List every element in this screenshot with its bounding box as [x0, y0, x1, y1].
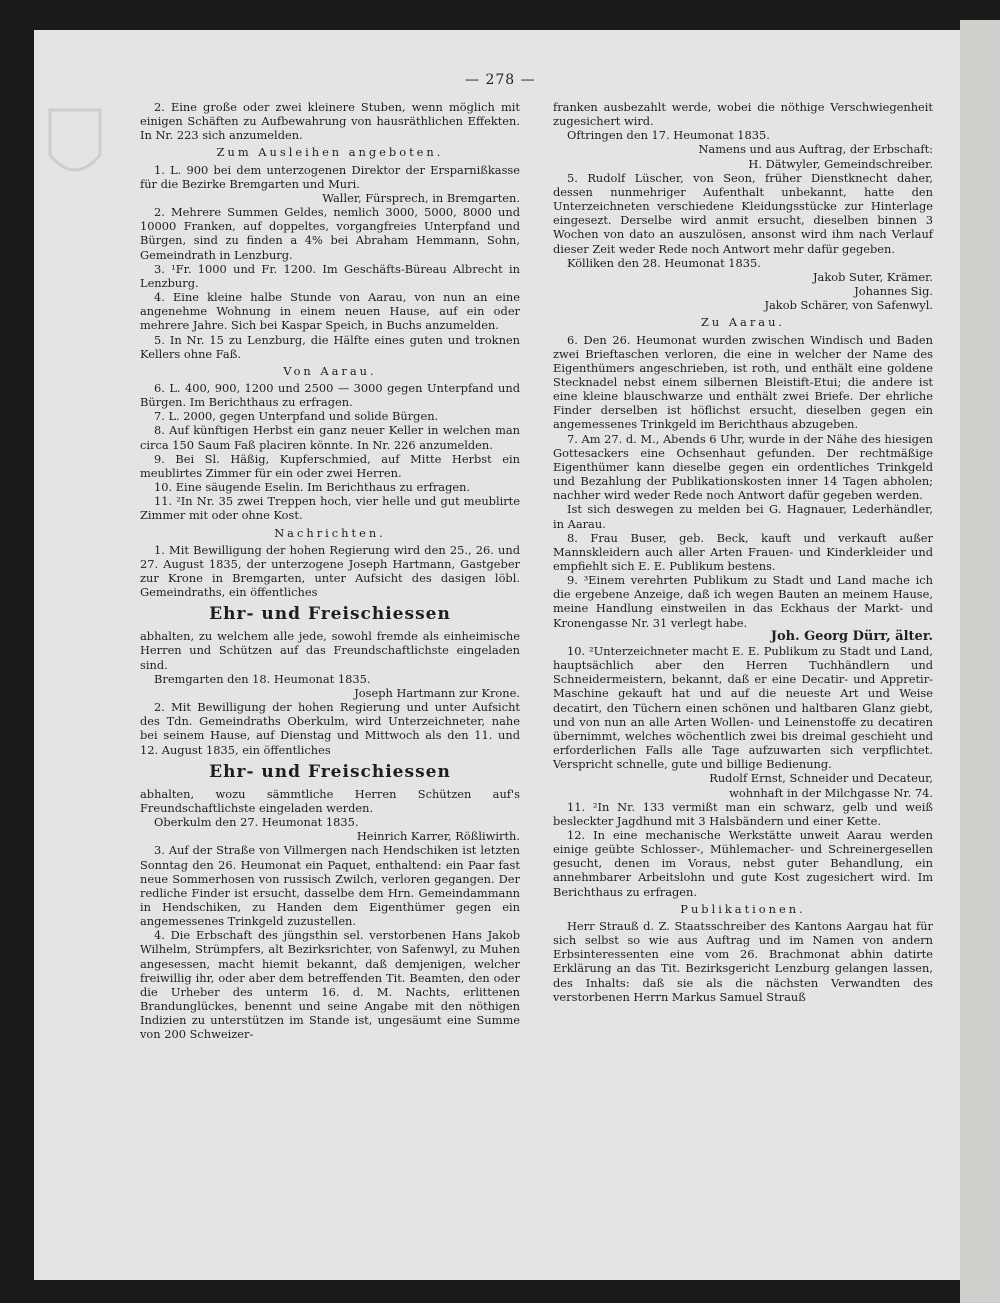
- paragraph: 11. ²In Nr. 35 zwei Treppen hoch, vier helle und gut meublirte Zimmer mit oder ohne Kost.: [140, 494, 520, 523]
- signature-line: Jakob Schärer, von Safenwyl.: [764, 298, 933, 313]
- section-heading: Publikationen.: [680, 901, 806, 916]
- signature-line: Johannes Sig.: [854, 284, 933, 299]
- section-heading: Nachrichten.: [274, 525, 386, 540]
- library-stamp-icon: [40, 100, 110, 190]
- paragraph: 2. Mehrere Summen Geldes, nemlich 3000, 5000, 8000 und 10000 Franken, auf doppeltes, vorgangfreies Unterpfand und Bürgen, sind zu finden a 4% bei Abraham Hemmann, Sohn, Gemeindrath in Lenzburg.: [140, 205, 520, 262]
- section-heading: Von Aarau.: [283, 363, 377, 378]
- signature-line: Heinrich Karrer, Rößliwirth.: [356, 829, 520, 844]
- paragraph: 10. Eine säugende Eselin. Im Berichthaus zu erfragen.: [154, 480, 471, 495]
- paragraph: 4. Die Erbschaft des jüngsthin sel. verstorbenen Hans Jakob Wilhelm, Strümpfers, alt Bezirksrichter, von Safenwyl, zu Muhen angesessen, macht hiemit bekannt, daß demjenigen, welcher freiwillig ihr, oder aber dem betreffenden Tit. Beamten, den oder die Urheber des unterm 16. d. M. Nachts, erlittenen Brandunglückes, benennt und seine Angabe mit den nöthigen Indizien zu unterstützen im Stande ist, ungesäumt eine Summe von 200 Schweizer-: [140, 928, 520, 1042]
- paragraph: 2. Eine große oder zwei kleinere Stuben, wenn möglich mit einigen Schäften zu Aufbewahrung von hausräthlichen Effekten. In Nr. 223 sich anzumelden.: [140, 100, 520, 143]
- right-column: [553, 100, 933, 1004]
- signature-line: Waller, Fürsprech, in Bremgarten.: [322, 190, 520, 205]
- signature-line: wohnhaft in der Milchgasse Nr. 74.: [729, 785, 933, 800]
- paragraph: franken ausbezahlt werde, wobei die nöthige Verschwiegenheit zugesichert wird.: [553, 100, 933, 129]
- paragraph: 3. ¹Fr. 1000 und Fr. 1200. Im Geschäfts-Büreau Albrecht in Lenzburg.: [140, 261, 520, 290]
- paragraph: Kölliken den 28. Heumonat 1835.: [567, 255, 761, 270]
- section-heading: Zu Aarau.: [700, 315, 786, 330]
- signature-line: H. Dätwyler, Gemeindschreiber.: [748, 156, 933, 171]
- paragraph: 2. Mit Bewilligung der hohen Regierung und unter Aufsicht des Tdn. Gemeindraths Oberkulm, wird Unterzeichneter, nahe bei seinem Hause, auf Dienstag und Mittwoch als den 11. und 12. August 1835, ein öffentliches: [140, 700, 520, 757]
- paragraph: Herr Strauß d. Z. Staatsschreiber des Kantons Aargau hat für sich selbst so wie aus Auftrag und im Namen von andern Erbsinteressenten eine vom 26. Brachmonat abhin datirte Erklärung an das Tit. Bezirksgericht Lenzburg gelangen lassen, des Inhalts: daß sie als die nächsten Verwandten des verstorbenen Herrn Markus Samuel Strauß: [553, 918, 933, 1004]
- signature: Joh. Georg Dürr, älter.: [770, 628, 933, 644]
- event-title: Ehr- und Freischiessen: [209, 604, 451, 625]
- paragraph: 7. Am 27. d. M., Abends 6 Uhr, wurde in der Nähe des hiesigen Gottesackers eine Ochsenhaut gefunden. Der rechtmäßige Eigenthümer kann dieselbe gegen ein ordentliches Trinkgeld und Bezahlung der Publikationskosten inner 14 Tagen abholen; nachher wird weder Rede noch Antwort dafür gegeben werden.: [553, 431, 933, 503]
- paragraph: 6. Den 26. Heumonat wurden zwischen Windisch und Baden zwei Brieftaschen verloren, die eine in welcher der Name des Eigenthümers angeschrieben, ist roth, und enthält eine goldene Stecknadel nebst einem silbernen Bleistift-Etui; die andere ist eine kleine blauschwarze und enthält zwei Briefe. Der ehrliche Finder derselben ist höflichst ersucht, dieselben gegen ein angemessenes Trinkgeld im Berichthaus abzugeben.: [553, 332, 933, 432]
- paragraph: 9. ³Einem verehrten Publikum zu Stadt und Land mache ich die ergebene Anzeige, daß ich wegen Bauten an meinem Hause, meine Handlung einstweilen in das Eckhaus der Markt- und Kronengasse Nr. 31 verlegt habe.: [553, 573, 933, 630]
- paragraph: 8. Auf künftigen Herbst ein ganz neuer Keller in welchen man circa 150 Saum Faß placiren könnte. In Nr. 226 anzumelden.: [140, 423, 520, 452]
- paragraph: 7. L. 2000, gegen Unterpfand und solide Bürgen.: [154, 409, 439, 424]
- signature-line: Rudolf Ernst, Schneider und Decateur,: [709, 771, 933, 786]
- paragraph: 3. Auf der Straße von Villmergen nach Hendschiken ist letzten Sonntag den 26. Heumonat ein Paquet, enthaltend: ein Paar fast neue Sommerhosen von russisch Zwilch, verloren gegangen. Der redliche Finder ist ersucht, dasselbe dem Hrn. Gemeindammann in Hendschiken, zu Handen dem Eigenthümer gegen ein angemessenes Trinkgeld zuzustellen.: [140, 843, 520, 929]
- paragraph: abhalten, zu welchem alle jede, sowohl fremde als einheimische Herren und Schützen auf das Freundschaftlichste eingeladen sind.: [140, 629, 520, 672]
- signature-line: Joseph Hartmann zur Krone.: [354, 685, 520, 700]
- paragraph: 1. L. 900 bei dem unterzogenen Direktor der Ersparnißkasse für die Bezirke Bremgarten und Muri.: [140, 162, 520, 191]
- signature-line: Jakob Suter, Krämer.: [812, 269, 933, 284]
- facing-page-edge: [960, 20, 1000, 1303]
- paragraph: 11. ²In Nr. 133 vermißt man ein schwarz, gelb und weiß besleckter Jagdhund mit 3 Halsbändern und einer Kette.: [553, 799, 933, 828]
- paragraph: 8. Frau Buser, geb. Beck, kauft und verkauft außer Mannskleidern auch aller Arten Frauen- und Kinderkleider und empfiehlt sich E. E. Publikum bestens.: [553, 530, 933, 573]
- paragraph: 4. Eine kleine halbe Stunde von Aarau, von nun an eine angenehme Wohnung in einem neuen Hause, auf ein oder mehrere Jahre. Sich bei Kaspar Speich, in Buchs anzumelden.: [140, 290, 520, 333]
- section-heading: Zum Ausleihen angeboten.: [216, 145, 444, 160]
- paragraph: abhalten, wozu sämmtliche Herren Schützen auf's Freundschaftlichste eingeladen werden.: [140, 786, 520, 815]
- page-number: — 278 —: [465, 72, 536, 88]
- paragraph: 10. ²Unterzeichneter macht E. E. Publikum zu Stadt und Land, hauptsächlich aber den Herren Tuchhändlern und Schneidermeistern, bekannt, daß er eine Decatir- und Appretir-Maschine gekauft hat und auf die neueste Art und Weise decatirt, den Tüchern einen schönen und haltbaren Glanz giebt, und von nun an alle Arten Wollen- und Leinenstoffe zu decatiren übernimmt, welches wöchentlich zwei bis dreimal geschieht und erforderlichen Falls alle Tage aufzuwarten sich verpflichtet. Verspricht schnelle, gute und billige Bedienung.: [553, 643, 933, 772]
- paragraph: 5. Rudolf Lüscher, von Seon, früher Dienstknecht daher, dessen nunmehriger Aufenthalt unbekannt, hatte den Unterzeichneten verschiedene Kleidungsstücke zur Hinterlage eingesezt. Derselbe wird anmit ersucht, dieselben binnen 3 Wochen von dato an auszulösen, ansonst wird ihm nach Verlauf dieser Zeit weder Rede noch Antwort mehr dafür gegeben.: [553, 170, 933, 256]
- paragraph: Bremgarten den 18. Heumonat 1835.: [154, 671, 371, 686]
- paragraph: Oberkulm den 27. Heumonat 1835.: [154, 815, 359, 830]
- left-column: [140, 100, 520, 1042]
- paragraph: 9. Bei Sl. Häßig, Kupferschmied, auf Mitte Herbst ein meublirtes Zimmer für ein oder zwei Herren.: [140, 451, 520, 480]
- paragraph: 5. In Nr. 15 zu Lenzburg, die Hälfte eines guten und troknen Kellers ohne Faß.: [140, 332, 520, 361]
- paragraph: 6. L. 400, 900, 1200 und 2500 — 3000 gegen Unterpfand und Bürgen. Im Berichthaus zu erfragen.: [140, 380, 520, 410]
- paragraph: Oftringen den 17. Heumonat 1835.: [567, 128, 770, 143]
- event-title: Ehr- und Freischiessen: [209, 761, 451, 782]
- signature-line: Namens und aus Auftrag, der Erbschaft:: [698, 142, 933, 157]
- paragraph: Ist sich deswegen zu melden bei G. Hagnauer, Lederhändler, in Aarau.: [553, 502, 933, 531]
- paragraph: 12. In eine mechanische Werkstätte unweit Aarau werden einige geübte Schlosser-, Mühlemacher- und Schreinergesellen gesucht, denen im Voraus, nebst guter Behandlung, ein annehmbarer Arbeitslohn und gute Kost zugesichert wird. Im Berichthaus zu erfragen.: [553, 827, 933, 899]
- paragraph: 1. Mit Bewilligung der hohen Regierung wird den 25., 26. und 27. August 1835, der unterzogene Joseph Hartmann, Gastgeber zur Krone in Bremgarten, unter Aufsicht des dasigen löbl. Gemeindraths, ein öffentliches: [140, 542, 520, 600]
